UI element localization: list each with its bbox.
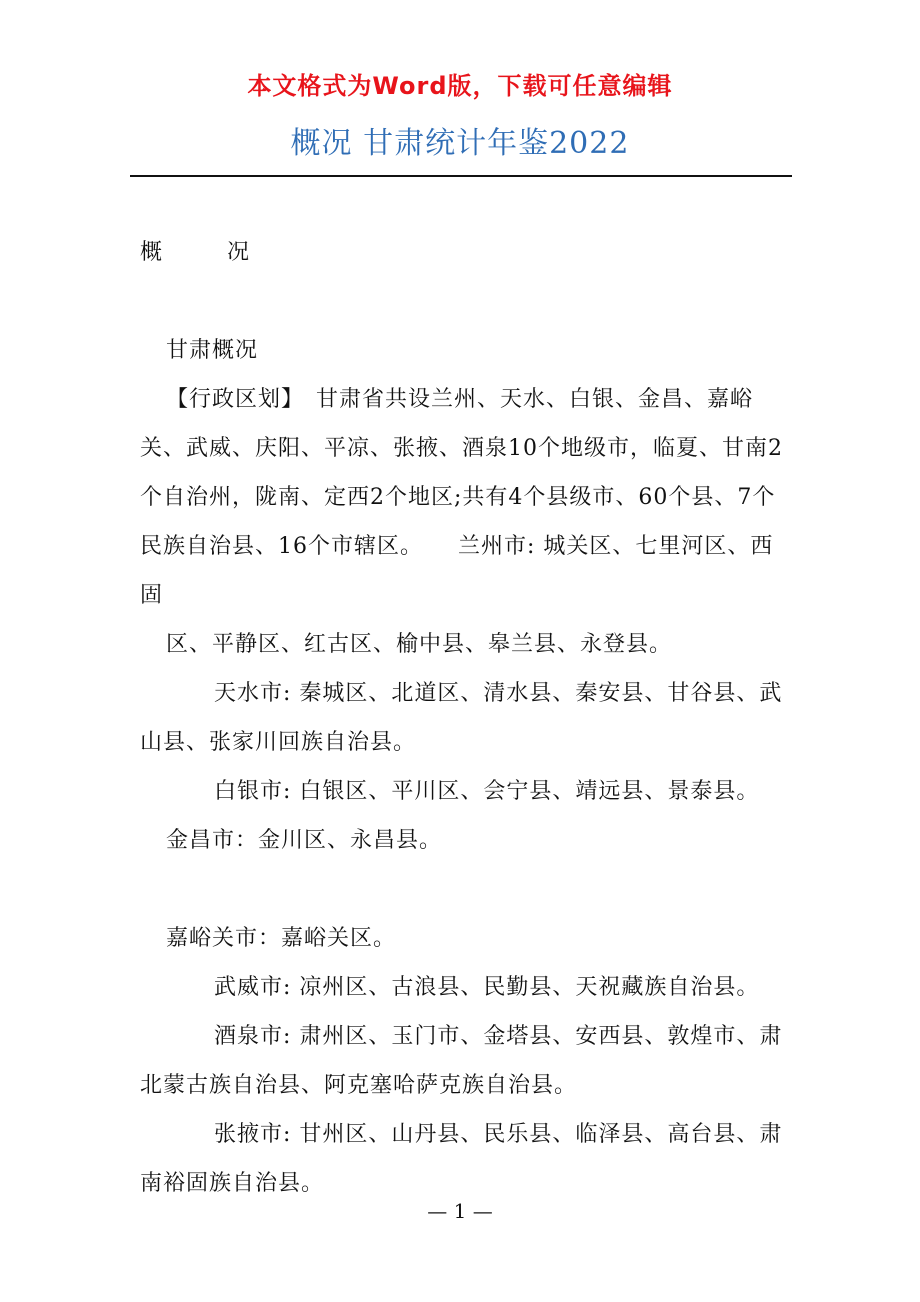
section-heading-char-2: 况 xyxy=(227,240,251,265)
section-heading-char-1: 概 xyxy=(140,240,164,265)
paragraph-jinchang: 金昌市：金川区、永昌县。 xyxy=(166,828,443,853)
paragraph-baiyin: 白银市: 白银区、平川区、会宁县、靖远县、景泰县。 xyxy=(214,779,760,804)
paragraph-zhangye: 张掖市: 甘州区、山丹县、民乐县、临泽县、高台县、肃南裕固族自治县。 xyxy=(140,1122,783,1196)
document-title: 概况 甘肃统计年鉴2022 xyxy=(290,126,630,161)
paragraph-jiayuguan: 嘉峪关市：嘉峪关区。 xyxy=(166,926,397,951)
page-number: — 1 — xyxy=(427,1199,493,1223)
word-format-banner: 本文格式为Word版，下载可任意编辑 xyxy=(247,72,673,100)
paragraph-tianshui: 天水市: 秦城区、北道区、清水县、秦安县、甘谷县、武山县、张家川回族自治县。 xyxy=(140,681,783,755)
paragraph-administrative-divisions: 【行政区划】 甘肃省共设兰州、天水、白银、金昌、嘉峪关、武威、庆阳、平凉、张掖、酒泉10个地级市，临夏、甘南2个自治州，陇南、定西2个地区;共有4个县级市、60个县、7个民族自治县、16个市辖区。 兰州市: 城关区、七里河区、西固 xyxy=(140,387,783,608)
section-heading xyxy=(140,228,790,277)
paragraph-wuwei: 武威市: 凉州区、古浪县、民勤县、天祝藏族自治县。 xyxy=(214,975,760,1000)
paragraph-jiuquan: 酒泉市: 肃州区、玉门市、金塔县、安西县、敦煌市、肃北蒙古族自治县、阿克塞哈萨克族自治县。 xyxy=(140,1024,783,1098)
subheading-gansu-overview: 甘肃概况 xyxy=(166,338,259,363)
paragraph-lanzhou-continued: 区、平静区、红古区、榆中县、皋兰县、永登县。 xyxy=(166,632,673,657)
header-divider xyxy=(130,175,792,177)
document-body xyxy=(140,228,790,1208)
